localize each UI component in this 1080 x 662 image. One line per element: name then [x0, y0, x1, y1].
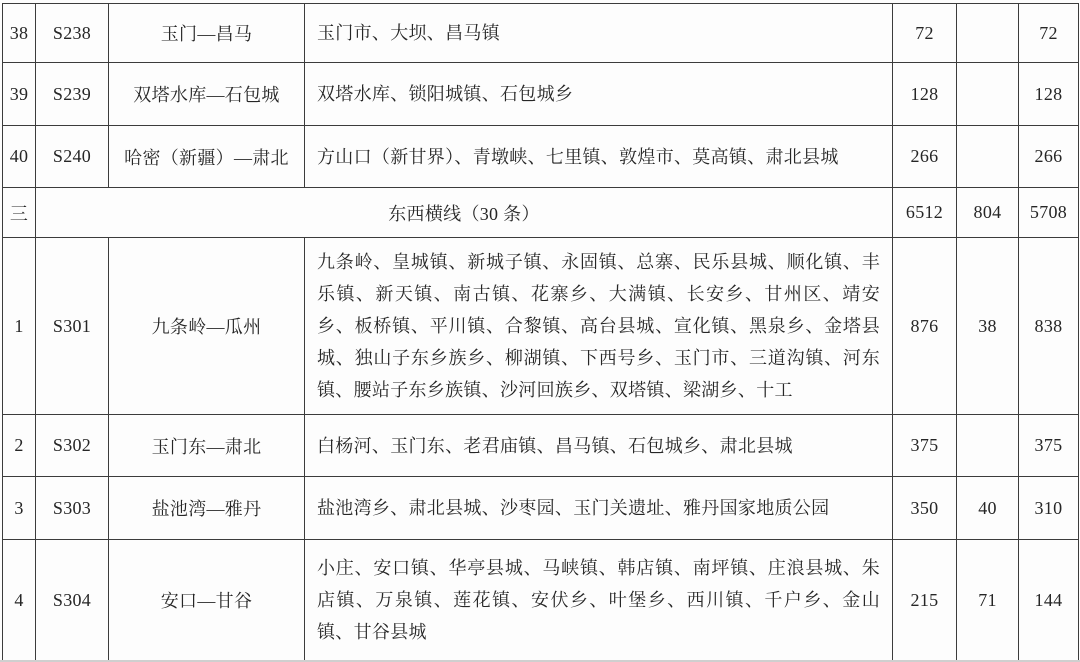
- length-sub1-cell: [957, 126, 1019, 188]
- length-sub1-cell: [957, 415, 1019, 477]
- length-total-cell: 876: [893, 238, 957, 415]
- length-sub2-cell: 375: [1019, 415, 1079, 477]
- seq-cell: 39: [3, 63, 36, 126]
- seq-cell: 40: [3, 126, 36, 188]
- name-cell: 玉门东—肃北: [109, 415, 305, 477]
- length-sub1-cell: 804: [957, 188, 1019, 238]
- length-sub2-cell: 266: [1019, 126, 1079, 188]
- code-cell: S238: [36, 4, 109, 63]
- route-cell: 盐池湾乡、肃北县城、沙枣园、玉门关遗址、雅丹国家地质公园: [305, 477, 893, 540]
- route-cell: 白杨河、玉门东、老君庙镇、昌马镇、石包城乡、肃北县城: [305, 415, 893, 477]
- seq-cell: 38: [3, 4, 36, 63]
- route-cell: 双塔水库、锁阳城镇、石包城乡: [305, 63, 893, 126]
- code-cell: S302: [36, 415, 109, 477]
- table-row: [3, 477, 1079, 540]
- code-cell: S239: [36, 63, 109, 126]
- seq-cell: 4: [3, 540, 36, 662]
- table-row: [3, 415, 1079, 477]
- length-sub1-cell: 38: [957, 238, 1019, 415]
- table-row: [3, 126, 1079, 188]
- route-cell: 玉门市、大坝、昌马镇: [305, 4, 893, 63]
- code-cell: S304: [36, 540, 109, 662]
- code-cell: S301: [36, 238, 109, 415]
- length-sub2-cell: 128: [1019, 63, 1079, 126]
- name-cell: 盐池湾—雅丹: [109, 477, 305, 540]
- route-cell: 小庄、安口镇、华亭县城、马峡镇、韩店镇、南坪镇、庄浪县城、朱店镇、万泉镇、莲花镇、安伏乡、叶堡乡、西川镇、千户乡、金山镇、甘谷县城: [305, 540, 893, 662]
- length-total-cell: 128: [893, 63, 957, 126]
- length-sub2-cell: 144: [1019, 540, 1079, 662]
- length-sub1-cell: 40: [957, 477, 1019, 540]
- name-cell: 玉门—昌马: [109, 4, 305, 63]
- length-sub2-cell: 310: [1019, 477, 1079, 540]
- length-sub1-cell: 71: [957, 540, 1019, 662]
- route-cell: 九条岭、皇城镇、新城子镇、永固镇、总寨、民乐县城、顺化镇、丰乐镇、新天镇、南古镇、花寨乡、大满镇、长安乡、甘州区、靖安乡、板桥镇、平川镇、合黎镇、高台县城、宣化镇、黑泉乡、金塔县城、独山子东乡族乡、柳湖镇、下西号乡、玉门市、三道沟镇、河东镇、腰站子东乡族镇、沙河回族乡、双塔镇、梁湖乡、十工: [305, 238, 893, 415]
- table-row: [3, 4, 1079, 63]
- length-total-cell: 266: [893, 126, 957, 188]
- seq-cell: 1: [3, 238, 36, 415]
- table-row: [3, 238, 1079, 415]
- road-table: [2, 3, 1079, 662]
- length-sub2-cell: 5708: [1019, 188, 1079, 238]
- code-cell: S240: [36, 126, 109, 188]
- code-cell: S303: [36, 477, 109, 540]
- length-total-cell: 6512: [893, 188, 957, 238]
- length-total-cell: 375: [893, 415, 957, 477]
- section-seq-cell: 三: [3, 188, 36, 238]
- length-sub2-cell: 72: [1019, 4, 1079, 63]
- length-sub1-cell: [957, 63, 1019, 126]
- section-summary-row: [3, 188, 1079, 238]
- length-sub2-cell: 838: [1019, 238, 1079, 415]
- name-cell: 哈密（新疆）—肃北: [109, 126, 305, 188]
- road-table-body: [3, 4, 1079, 662]
- table-row: [3, 63, 1079, 126]
- length-sub1-cell: [957, 4, 1019, 63]
- table-row: [3, 540, 1079, 662]
- name-cell: 安口—甘谷: [109, 540, 305, 662]
- name-cell: 双塔水库—石包城: [109, 63, 305, 126]
- length-total-cell: 350: [893, 477, 957, 540]
- length-total-cell: 215: [893, 540, 957, 662]
- name-cell: 九条岭—瓜州: [109, 238, 305, 415]
- section-title-cell: 东西横线（30 条）: [36, 188, 893, 238]
- seq-cell: 2: [3, 415, 36, 477]
- route-cell: 方山口（新甘界）、青墩峡、七里镇、敦煌市、莫高镇、肃北县城: [305, 126, 893, 188]
- seq-cell: 3: [3, 477, 36, 540]
- length-total-cell: 72: [893, 4, 957, 63]
